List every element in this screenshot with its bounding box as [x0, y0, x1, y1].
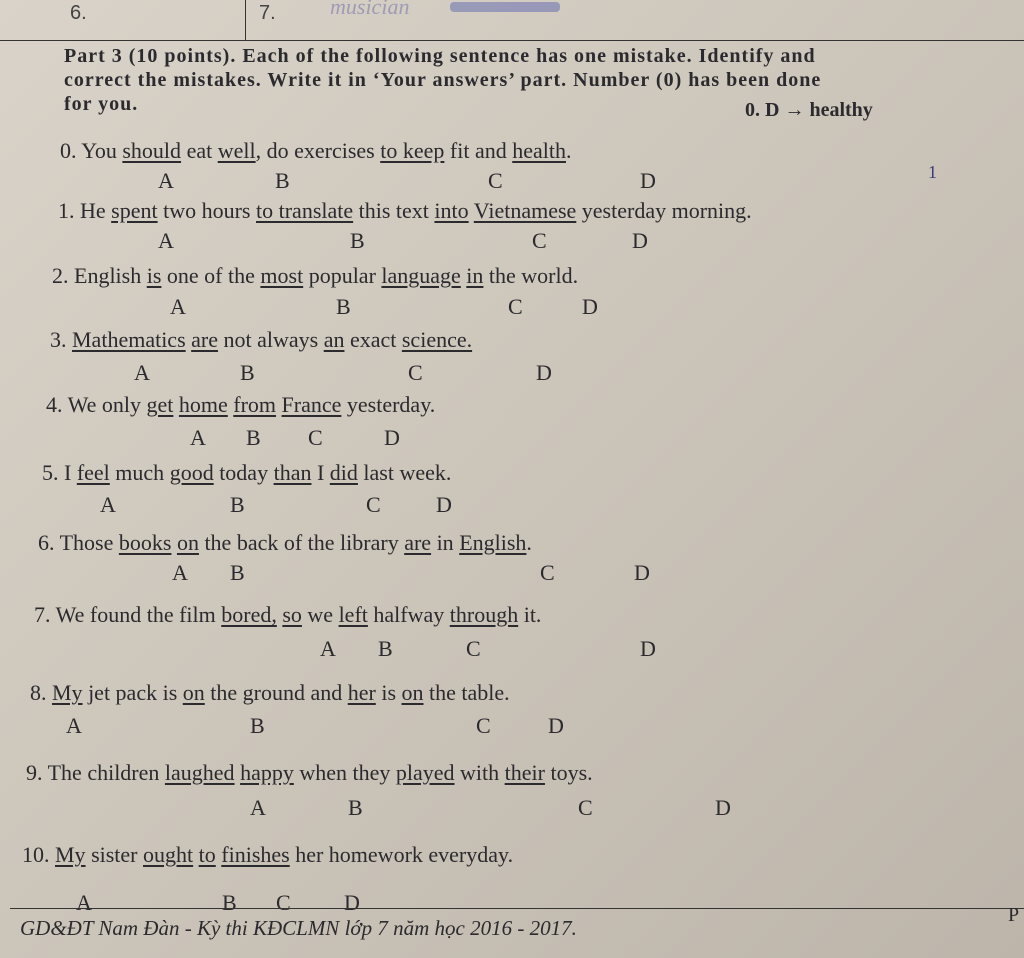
- question-text: The children: [47, 760, 165, 785]
- question-text: halfway: [367, 602, 450, 627]
- option-b-word: on: [176, 530, 199, 555]
- footer-text: GD&ĐT Nam Đàn - Kỳ thi KĐCLMN lớp 7 năm học 2016 - 2017.: [20, 916, 577, 940]
- header-cell-7: [245, 0, 1024, 40]
- question-text: .: [565, 138, 572, 163]
- option-a-word: Mathematics: [72, 327, 186, 352]
- question-text: the back of the library: [198, 530, 405, 555]
- option-label-d-q9: D: [715, 795, 731, 820]
- option-label-a-q10: A: [76, 890, 92, 915]
- question-text: this text: [353, 198, 435, 223]
- option-label-d-q5: D: [436, 492, 452, 517]
- header-cell-7-label: 7.: [259, 2, 276, 24]
- option-c-word: than: [273, 460, 312, 485]
- option-c-word: her: [347, 680, 376, 705]
- option-a-word: bored,: [221, 602, 277, 627]
- option-label-c-q3: C: [408, 360, 423, 385]
- option-label-d-q8: D: [548, 713, 564, 738]
- question-text: , do exercises: [255, 138, 381, 163]
- option-label-b-q9: B: [348, 795, 363, 820]
- option-label-b-q10: B: [222, 890, 237, 915]
- option-label-a-q4: A: [190, 425, 206, 450]
- question-text: with: [454, 760, 505, 785]
- option-c-word: left: [338, 602, 368, 627]
- ink-scribble: [450, 2, 560, 12]
- option-b-word: ought: [143, 842, 194, 867]
- question-text: English: [74, 263, 147, 288]
- option-label-c-q1: C: [532, 228, 547, 253]
- option-d-word: English: [459, 530, 527, 555]
- option-label-b-q1: B: [350, 228, 365, 253]
- option-d-word: finishes: [221, 842, 290, 867]
- pencil-mark: 1: [928, 162, 937, 182]
- question-line-7: [34, 602, 541, 628]
- option-label-a-q6: A: [172, 560, 188, 585]
- option-label-b-q5: B: [230, 492, 245, 517]
- option-b-word: on: [182, 680, 205, 705]
- option-label-a-q5: A: [100, 492, 116, 517]
- question-text: jet pack is: [82, 680, 183, 705]
- example-answer: 0. D → healthy: [745, 99, 873, 121]
- option-label-b-q3: B: [240, 360, 255, 385]
- option-c-word: to keep: [380, 138, 445, 163]
- question-text: today: [213, 460, 274, 485]
- footer-rule: [10, 908, 1024, 909]
- question-text: her homework everyday.: [289, 842, 514, 867]
- question-number: 4.: [46, 392, 63, 417]
- footer-page-letter: P: [1008, 904, 1020, 926]
- header-cell-6: [0, 0, 246, 40]
- option-label-d-q2: D: [582, 294, 598, 319]
- question-text: Those: [59, 530, 119, 555]
- question-text: when they: [293, 760, 396, 785]
- option-b-word: so: [282, 602, 302, 627]
- question-text: is: [375, 680, 402, 705]
- option-b-word: good: [169, 460, 214, 485]
- option-label-d-q10: D: [344, 890, 360, 915]
- option-label-a-q2: A: [170, 294, 186, 319]
- option-label-c-q7: C: [466, 636, 481, 661]
- option-label-b-q8: B: [250, 713, 265, 738]
- question-number: 2.: [52, 263, 69, 288]
- option-a-word: laughed: [164, 760, 235, 785]
- option-label-c-q4: C: [308, 425, 323, 450]
- option-label-b-q6: B: [230, 560, 245, 585]
- question-text: not always: [218, 327, 324, 352]
- option-b-word: home: [178, 392, 228, 417]
- option-b-word: are: [191, 327, 218, 352]
- question-text: the world.: [483, 263, 579, 288]
- option-label-c-q10: C: [276, 890, 291, 915]
- question-line-9: [26, 760, 593, 786]
- option-d-word: France: [281, 392, 342, 417]
- question-text: He: [80, 198, 112, 223]
- option-label-c-q2: C: [508, 294, 523, 319]
- question-line-10: [22, 842, 513, 868]
- option-d-word: science.: [401, 327, 473, 352]
- part-title-line-2: correct the mistakes. Write it in ‘Your answers’ part. Number (0) has been done: [64, 69, 822, 91]
- option-a-word: books: [118, 530, 172, 555]
- question-number: 1.: [58, 198, 75, 223]
- question-line-6: [38, 530, 532, 556]
- option-d-word: did: [329, 460, 358, 485]
- option-label-a-q7: A: [320, 636, 336, 661]
- question-text: yesterday.: [341, 392, 436, 417]
- question-text: popular: [303, 263, 382, 288]
- option-label-a-q1: A: [158, 228, 174, 253]
- question-number: 10.: [22, 842, 50, 867]
- question-line-3: [50, 327, 472, 353]
- question-text: toys.: [544, 760, 593, 785]
- option-b-word: most: [260, 263, 304, 288]
- option-label-d-q1: D: [632, 228, 648, 253]
- question-text: we: [301, 602, 339, 627]
- option-a-word: should: [122, 138, 182, 163]
- question-number: 0.: [60, 138, 77, 163]
- option-c-word: into: [434, 198, 469, 223]
- option-d-word: on: [401, 680, 424, 705]
- option-label-d-q6: D: [634, 560, 650, 585]
- option-d-word: their: [504, 760, 545, 785]
- option-a-word: My: [52, 680, 83, 705]
- option-c-word: played: [395, 760, 455, 785]
- question-text: last week.: [357, 460, 452, 485]
- option-d-word: Vietnamese: [473, 198, 577, 223]
- option-d-word: in: [466, 263, 484, 288]
- question-number: 8.: [30, 680, 47, 705]
- question-text: We only: [67, 392, 147, 417]
- option-b-word: happy: [240, 760, 294, 785]
- option-label-a-q9: A: [250, 795, 266, 820]
- question-number: 3.: [50, 327, 67, 352]
- question-text: the table.: [423, 680, 510, 705]
- header-table: [0, 0, 1024, 41]
- question-text: exact: [344, 327, 402, 352]
- question-number: 5.: [42, 460, 59, 485]
- question-text: We found the film: [55, 602, 222, 627]
- question-text: .: [526, 530, 532, 555]
- handwritten-answer: musician: [330, 0, 410, 19]
- question-line-2: [52, 263, 578, 289]
- option-a-word: spent: [111, 198, 158, 223]
- question-text: it.: [518, 602, 542, 627]
- option-a-word: is: [146, 263, 162, 288]
- option-label-c-q0: C: [488, 168, 503, 193]
- option-d-word: health: [512, 138, 566, 163]
- question-number: 7.: [34, 602, 51, 627]
- question-line-8: [30, 680, 510, 706]
- question-line-1: [58, 198, 752, 224]
- question-text: two hours: [157, 198, 256, 223]
- option-c-word: language: [381, 263, 461, 288]
- option-label-a-q8: A: [66, 713, 82, 738]
- question-text: yesterday morning.: [576, 198, 752, 223]
- option-c-word: to: [198, 842, 216, 867]
- question-text: much: [109, 460, 170, 485]
- option-a-word: My: [55, 842, 86, 867]
- question-line-0: [60, 138, 571, 164]
- option-a-word: feel: [76, 460, 110, 485]
- option-label-d-q3: D: [536, 360, 552, 385]
- option-label-d-q7: D: [640, 636, 656, 661]
- question-number: 9.: [26, 760, 43, 785]
- part-title-line-1: Part 3 (10 points). Each of the following sentence has one mistake. Identify and: [64, 45, 816, 67]
- question-text: fit and: [444, 138, 513, 163]
- option-a-word: get: [146, 392, 174, 417]
- option-c-word: an: [323, 327, 345, 352]
- part-title-line-3: for you.: [64, 93, 139, 115]
- option-label-c-q8: C: [476, 713, 491, 738]
- header-cell-6-label: 6.: [70, 2, 87, 24]
- question-line-5: [42, 460, 451, 486]
- question-text: the ground and: [204, 680, 348, 705]
- option-label-a-q0: A: [158, 168, 174, 193]
- option-c-word: from: [233, 392, 277, 417]
- question-text: eat: [181, 138, 218, 163]
- question-number: 6.: [38, 530, 55, 555]
- option-label-c-q9: C: [578, 795, 593, 820]
- option-label-c-q5: C: [366, 492, 381, 517]
- option-label-b-q2: B: [336, 294, 351, 319]
- question-text: in: [431, 530, 460, 555]
- option-label-b-q0: B: [275, 168, 290, 193]
- option-c-word: are: [404, 530, 432, 555]
- option-label-b-q4: B: [246, 425, 261, 450]
- option-label-a-q3: A: [134, 360, 150, 385]
- question-text: one of the: [161, 263, 261, 288]
- question-line-4: [46, 392, 435, 418]
- question-text: You: [81, 138, 123, 163]
- option-label-d-q0: D: [640, 168, 656, 193]
- option-d-word: through: [449, 602, 519, 627]
- option-label-d-q4: D: [384, 425, 400, 450]
- question-text: I: [64, 460, 77, 485]
- question-text: sister: [85, 842, 144, 867]
- option-label-c-q6: C: [540, 560, 555, 585]
- question-text: I: [311, 460, 330, 485]
- option-label-b-q7: B: [378, 636, 393, 661]
- option-b-word: well: [217, 138, 256, 163]
- option-b-word: to translate: [256, 198, 354, 223]
